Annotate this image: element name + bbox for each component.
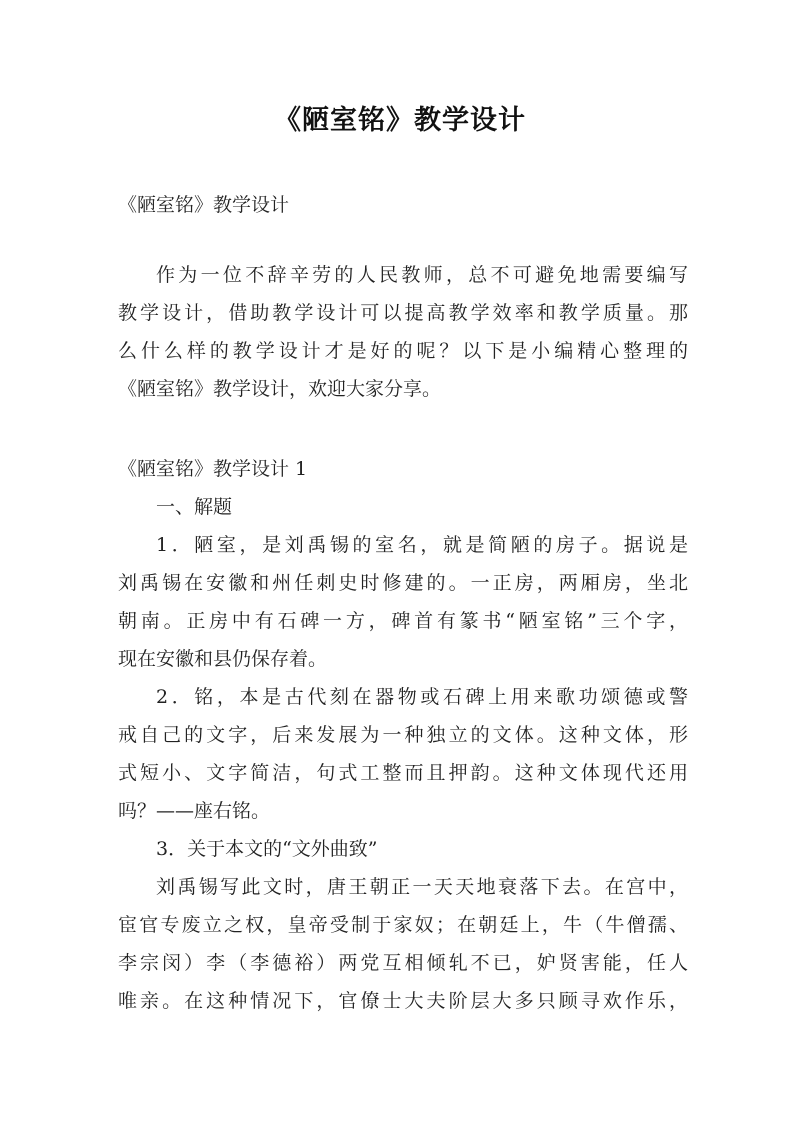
subtitle: 《陋室铭》教学设计: [118, 194, 290, 216]
document-title: 《陋室铭》教学设计: [274, 105, 526, 136]
part-heading: 一、解题: [156, 496, 233, 518]
intro-line: 作为一位不辞辛劳的人民教师，总不可避免地需要编写: [156, 264, 688, 286]
section-heading: 《陋室铭》教学设计 1: [118, 458, 308, 480]
section-block: [118, 450, 688, 1020]
intro-paragraph: [118, 256, 688, 408]
item2-line: 式短小、文字简洁，句式工整而且押韵。这种文体现代还用: [118, 762, 688, 784]
item3-line: 李宗闵）李（李德裕）两党互相倾轧不已，妒贤害能，任人: [118, 952, 688, 974]
intro-line: 教学设计，借助教学设计可以提高教学效率和教学质量。那: [118, 302, 688, 324]
item3-line: 唯亲。在这种情况下，官僚士大夫阶层大多只顾寻欢作乐，: [118, 990, 688, 1012]
item2-line: 戒自己的文字，后来发展为一种独立的文体。这种文体，形: [118, 724, 688, 746]
item3-line: 宦官专废立之权，皇帝受制于家奴；在朝廷上，牛（牛僧孺、: [118, 914, 688, 936]
item1-line: 1．陋室，是刘禹锡的室名，就是简陋的房子。据说是: [156, 534, 688, 556]
intro-line: 《陋室铭》教学设计，欢迎大家分享。: [118, 378, 442, 400]
item1-line: 刘禹锡在安徽和州任刺史时修建的。一正房，两厢房，坐北: [118, 572, 688, 594]
item1-line: 朝南。正房中有石碑一方，碑首有篆书“陋室铭”三个字，: [118, 610, 688, 632]
item2-line: 2．铭，本是古代刻在器物或石碑上用来歌功颂德或警: [156, 686, 688, 708]
item2-line: 吗？——座右铭。: [118, 800, 271, 822]
subtitle-block: [118, 186, 688, 224]
item3-heading: 3．关于本文的“文外曲致”: [156, 838, 378, 860]
item3-line: 刘禹锡写此文时，唐王朝正一天天地衰落下去。在宫中，: [156, 876, 688, 898]
item1-line: 现在安徽和县仍保存着。: [118, 648, 328, 670]
intro-line: 么什么样的教学设计才是好的呢？以下是小编精心整理的: [118, 340, 688, 362]
